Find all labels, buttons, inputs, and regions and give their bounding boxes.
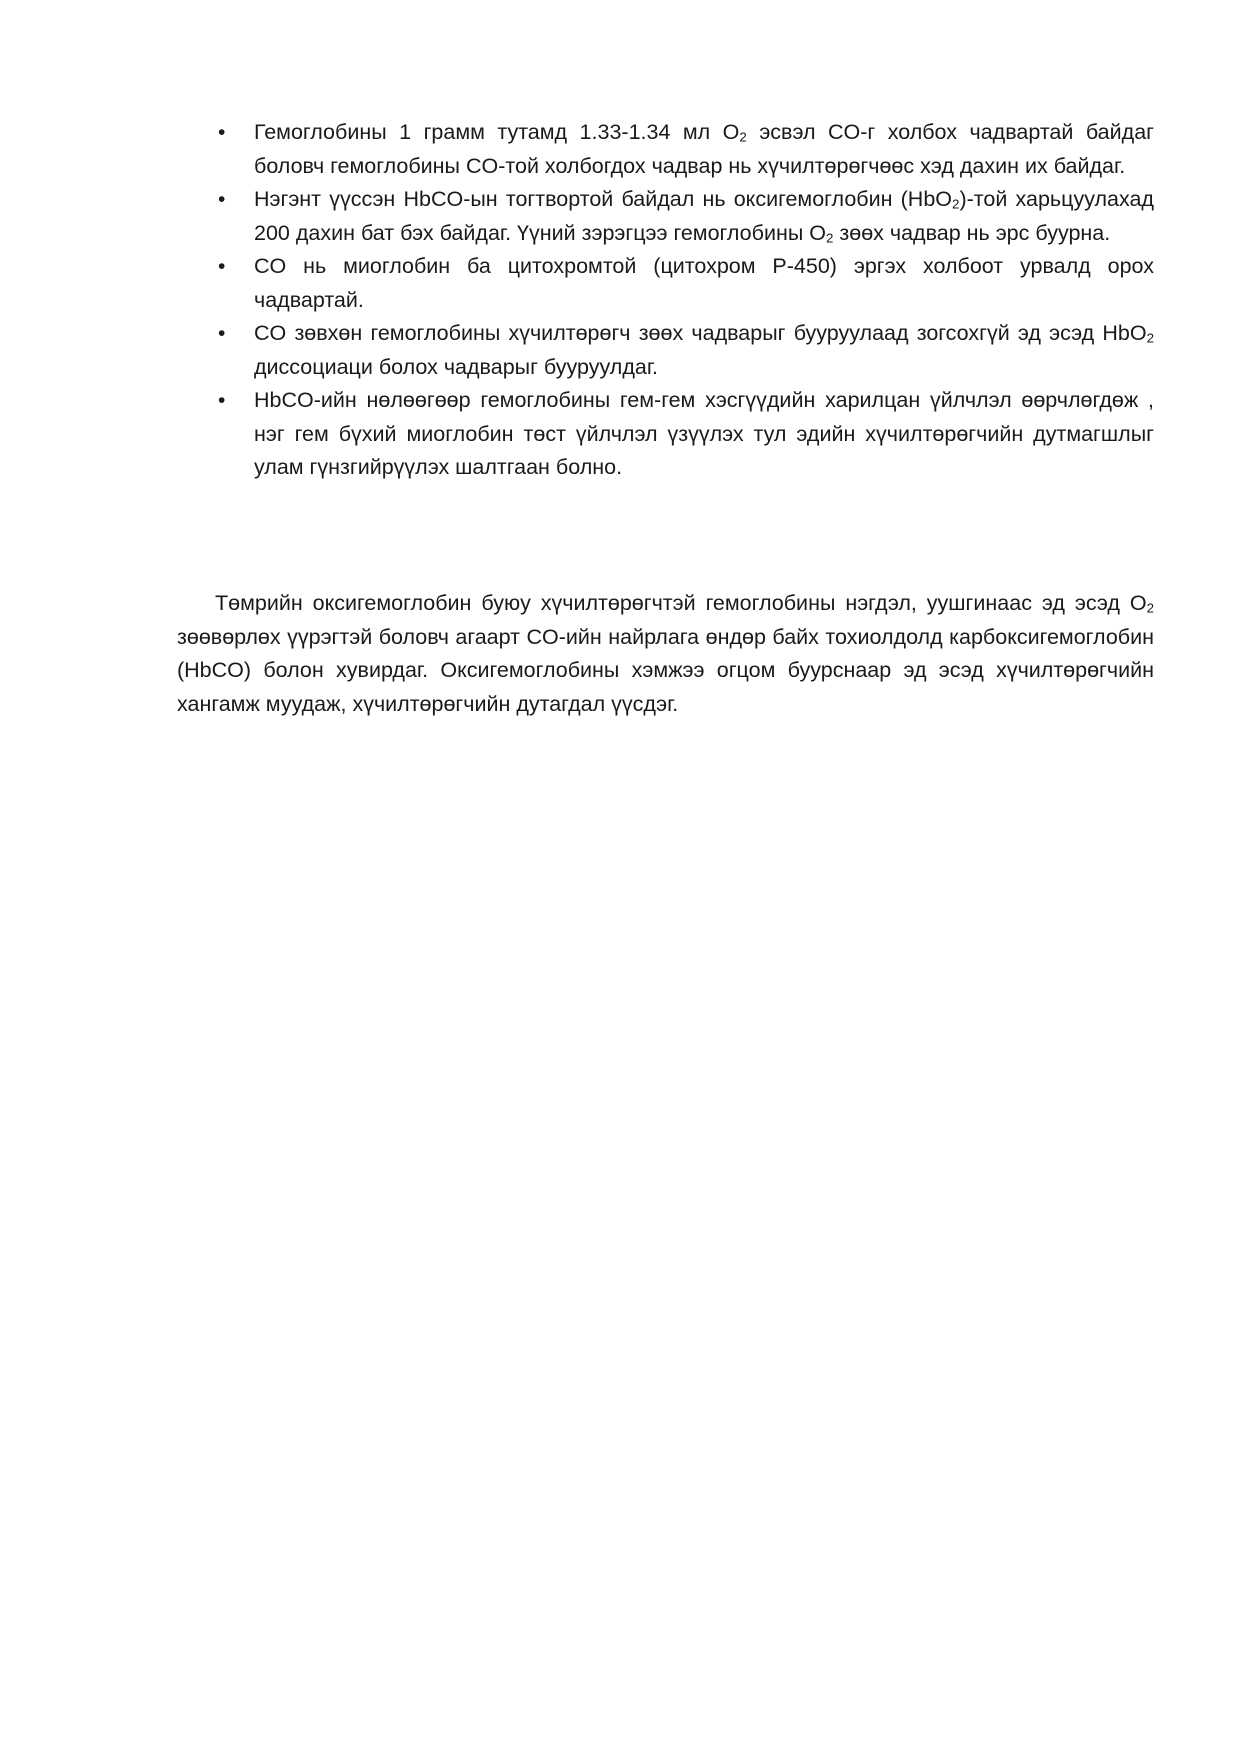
list-item xyxy=(214,250,1154,317)
bullet-list xyxy=(214,116,1154,485)
bullet-dot-icon: • xyxy=(218,188,226,211)
list-item xyxy=(214,384,1154,485)
bullet-text: Нэгэнт үүссэн HbCO-ын тогтвортой байдал нь оксигемоглобин (HbO$_2$)-той харьцуулахад 200 дахин бат бэх байдаг. Үүний зэрэгцээ гемоглобины $O_2$ зөөх чадвар нь эрс буурна. xyxy=(254,187,1154,246)
bullet-text: CO зөвхөн гемоглобины хүчилтөрөгч зөөх чадварыг бууруулаад зогсохгүй эд эсэд HbO$_2$ диссоциаци болох чадварыг бууруулдаг. xyxy=(254,321,1154,379)
list-item xyxy=(214,183,1154,250)
bullet-dot-icon: • xyxy=(218,389,226,412)
bullet-dot-icon: • xyxy=(218,255,226,278)
bullet-text: HbCO-ийн нөлөөгөөр гемоглобины гем-гем хэсгүүдийн харилцан үйлчлэл өөрчлөгдөж , нэг гем бүхий миоглобин төст үйлчлэл үзүүлэх тул эдийн хүчилтөрөгчийн дутмагшлыг улам гүнзгийрүүлэх шалтгаан болно. xyxy=(254,388,1154,479)
body-paragraph: Төмрийн оксигемоглобин буюу хүчилтөрөгчтэй гемоглобины нэгдэл, уушгинаас эд эсэд $O_2$ зөөвөрлөх үүрэгтэй боловч агаарт CO-ийн найрлага өндөр байх тохиолдолд карбоксигемоглобин (HbCO) болон хувирдаг. Оксигемоглобины хэмжээ огцом буурснаар эд эсэд хүчилтөрөгчийн хангамж муудаж, хүчилтөрөгчийн дутагдал үүсдэг. xyxy=(177,591,1154,716)
bullet-dot-icon: • xyxy=(218,322,226,345)
bullet-text: Гемоглобины 1 грамм тутамд 1.33-1.34 мл $O_2$ эсвэл CO-г холбох чадвартай байдаг боловч гемоглобины CO-той холбогдох чадвар нь хүчилтөрөгчөөс хэд дахин их байдаг. xyxy=(254,120,1154,178)
list-item xyxy=(214,116,1154,183)
bullet-dot-icon: • xyxy=(218,121,226,144)
bullet-text: CO нь миоглобин ба цитохромтой (цитохром P-450) эргэх холбоот урвалд орох чадвартай. xyxy=(254,254,1154,312)
list-item xyxy=(214,317,1154,384)
